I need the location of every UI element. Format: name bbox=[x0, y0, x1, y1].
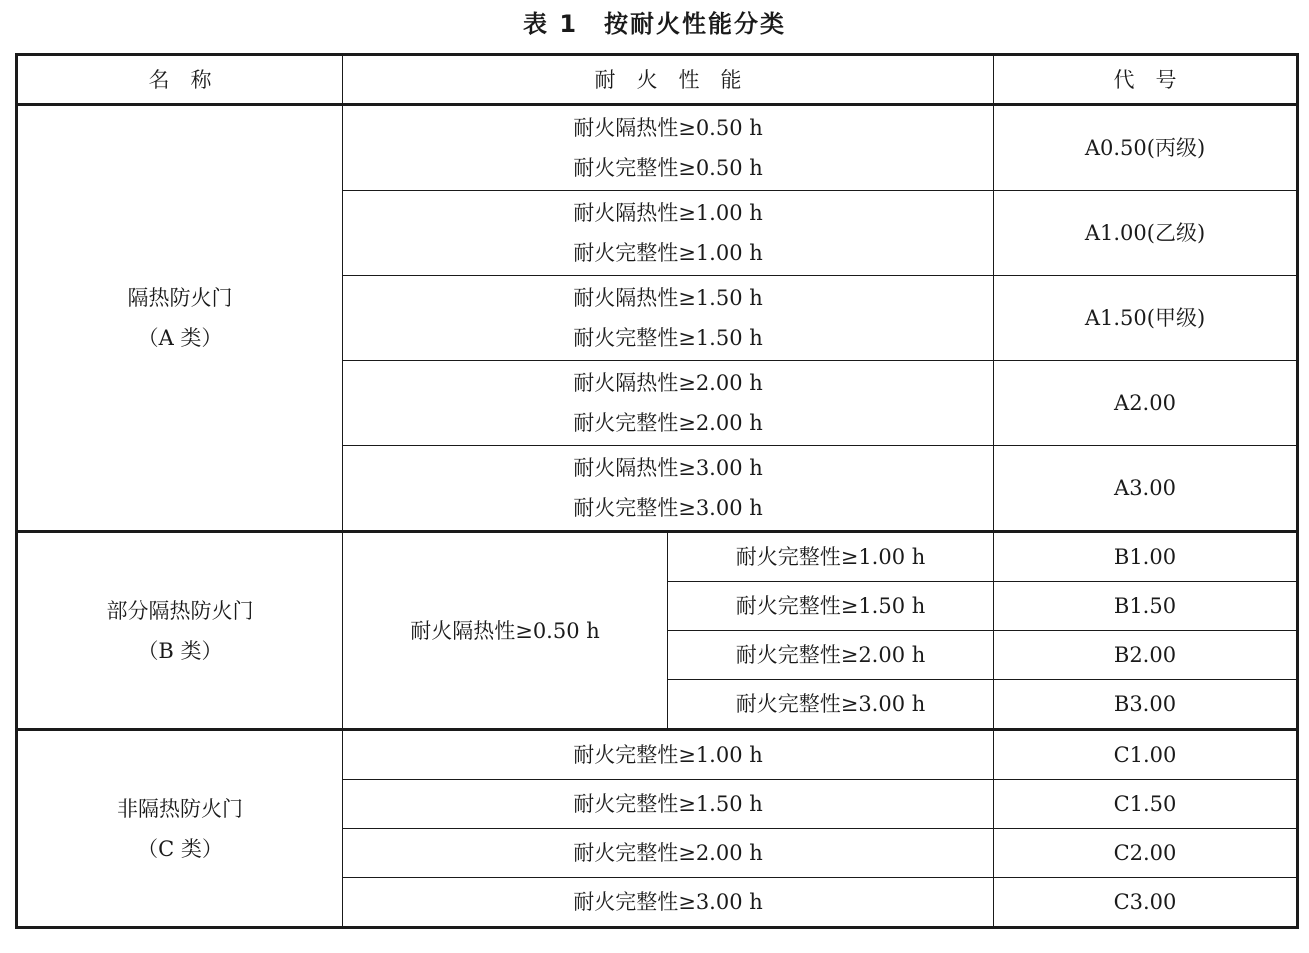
integrity-value: 耐火完整性≥1.50 h bbox=[343, 780, 994, 829]
group-a-class: （A 类） bbox=[137, 326, 223, 350]
integrity-value: 耐火完整性≥1.50 h bbox=[668, 582, 994, 631]
code-cell: B1.50 bbox=[994, 582, 1298, 631]
code-cell: C2.00 bbox=[994, 829, 1298, 878]
integrity-value: 耐火完整性≥3.00 h bbox=[343, 878, 994, 928]
insulation-value: 耐火隔热性≥0.50 h bbox=[573, 116, 763, 140]
performance-cell bbox=[343, 446, 994, 532]
group-b-insulation: 耐火隔热性≥0.50 h bbox=[343, 532, 668, 730]
group-b-class: （B 类） bbox=[137, 638, 223, 663]
insulation-value: 耐火隔热性≥2.00 h bbox=[573, 371, 763, 395]
integrity-value: 耐火完整性≥2.00 h bbox=[668, 631, 994, 680]
fire-door-classification-table bbox=[15, 53, 1299, 929]
code-cell: C3.00 bbox=[994, 878, 1298, 928]
table-row bbox=[17, 532, 1298, 582]
group-c-name-cell bbox=[17, 730, 343, 928]
code-cell: A0.50(丙级) bbox=[994, 105, 1298, 191]
integrity-value: 耐火完整性≥2.00 h bbox=[573, 411, 763, 435]
code-cell: A3.00 bbox=[994, 446, 1298, 532]
integrity-value: 耐火完整性≥1.00 h bbox=[573, 241, 763, 265]
integrity-value: 耐火完整性≥3.00 h bbox=[668, 680, 994, 730]
integrity-value: 耐火完整性≥1.00 h bbox=[343, 730, 994, 780]
group-a-name: 隔热防火门 bbox=[127, 286, 233, 310]
group-c-class: （C 类） bbox=[137, 836, 223, 861]
insulation-value: 耐火隔热性≥1.00 h bbox=[573, 201, 763, 225]
code-cell: A1.00(乙级) bbox=[994, 191, 1298, 276]
integrity-value: 耐火完整性≥1.50 h bbox=[573, 326, 763, 350]
code-cell: B2.00 bbox=[994, 631, 1298, 680]
code-cell: B3.00 bbox=[994, 680, 1298, 730]
header-row bbox=[17, 55, 1298, 105]
code-cell: B1.00 bbox=[994, 532, 1298, 582]
group-a-name-cell bbox=[17, 105, 343, 532]
integrity-value: 耐火完整性≥2.00 h bbox=[343, 829, 994, 878]
header-performance: 耐 火 性 能 bbox=[343, 55, 994, 105]
table-title: 表 1 按耐火性能分类 bbox=[522, 10, 787, 38]
performance-cell bbox=[343, 276, 994, 361]
performance-cell bbox=[343, 105, 994, 191]
group-b bbox=[17, 532, 1298, 730]
performance-cell bbox=[343, 361, 994, 446]
integrity-value: 耐火完整性≥0.50 h bbox=[573, 156, 763, 180]
integrity-value: 耐火完整性≥3.00 h bbox=[573, 496, 763, 520]
code-cell: A1.50(甲级) bbox=[994, 276, 1298, 361]
header-code: 代 号 bbox=[994, 55, 1298, 105]
performance-cell bbox=[343, 191, 994, 276]
code-cell: C1.50 bbox=[994, 780, 1298, 829]
integrity-value: 耐火完整性≥1.00 h bbox=[668, 532, 994, 582]
insulation-value: 耐火隔热性≥1.50 h bbox=[573, 286, 763, 310]
code-cell: C1.00 bbox=[994, 730, 1298, 780]
code-cell: A2.00 bbox=[994, 361, 1298, 446]
insulation-value: 耐火隔热性≥3.00 h bbox=[573, 456, 763, 480]
table-row bbox=[17, 105, 1298, 191]
group-c bbox=[17, 730, 1298, 928]
group-b-name-cell bbox=[17, 532, 343, 730]
table-row bbox=[17, 730, 1298, 780]
group-c-name: 非隔热防火门 bbox=[117, 796, 243, 821]
group-a bbox=[17, 105, 1298, 532]
group-b-name: 部分隔热防火门 bbox=[106, 598, 254, 623]
header-name: 名 称 bbox=[17, 55, 343, 105]
